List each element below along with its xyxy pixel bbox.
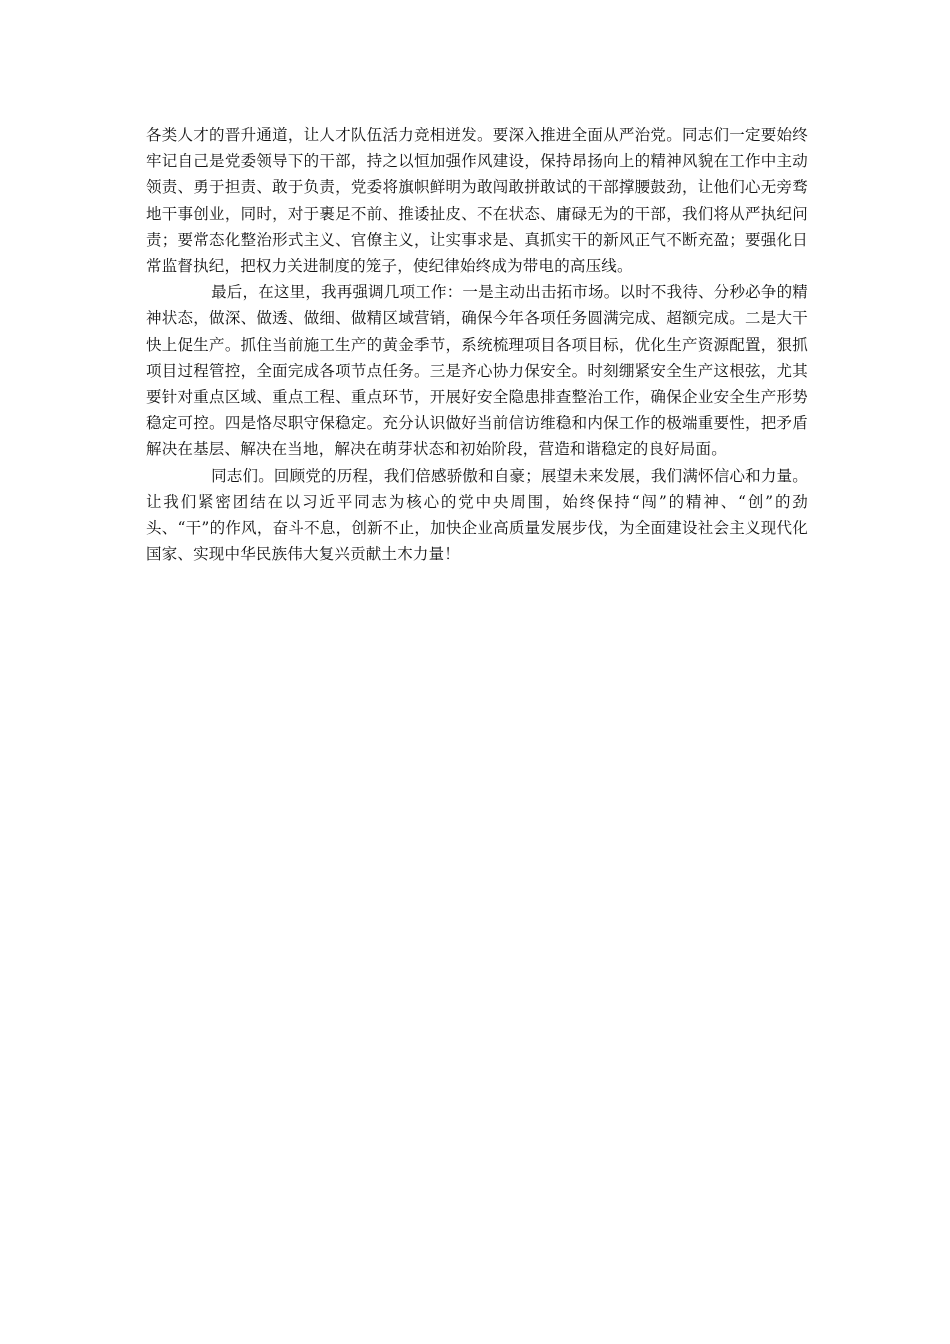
- paragraph-talent-and-discipline: 各类人才的晋升通道，让人才队伍活力竞相迸发。要深入推进全面从严治党。同志们一定要始终牢记自己是党委领导下的干部，持之以恒加强作风建设，保持昂扬向上的精神风貌在工作中主动领责、勇于担责、敢于负责，党委将旗帜鲜明为敢闯敢拼敢试的干部撑腰鼓劲，让他们心无旁骛地干事创业，同时，对于裹足不前、推诿扯皮、不在状态、庸碌无为的干部，我们将从严执纪问责；要常态化整治形式主义、官僚主义，让实事求是、真抓实干的新风正气不断充盈；要强化日常监督执纪，把权力关进制度的笼子，使纪律始终成为带电的高压线。: [146, 126, 808, 276]
- document-body: [146, 122, 808, 567]
- paragraph-key-tasks: 最后，在这里，我再强调几项工作：一是主动出击拓市场。以时不我待、分秒必争的精神状态，做深、做透、做细、做精区域营销，确保今年各项任务圆满完成、超额完成。二是大干快上促生产。抓住当前施工生产的黄金季节，系统梳理项目各项目标，优化生产资源配置，狠抓项目过程管控，全面完成各项节点任务。三是齐心协力保安全。时刻绷紧安全生产这根弦，尤其要针对重点区域、重点工程、重点环节，开展好安全隐患排查整治工作，确保企业安全生产形势稳定可控。四是恪尽职守保稳定。充分认识做好当前信访维稳和内保工作的极端重要性，把矛盾解决在基层、解决在当地，解决在萌芽状态和初始阶段，营造和谐稳定的良好局面。: [146, 283, 808, 459]
- paragraph-closing-remarks: 同志们。回顾党的历程，我们倍感骄傲和自豪；展望未来发展，我们满怀信心和力量。让我们紧密团结在以习近平同志为核心的党中央周围，始终保持“闯”的精神、“创”的劲头、“干”的作风，奋斗不息，创新不止，加快企业高质量发展步伐，为全面建设社会主义现代化国家、实现中华民族伟大复兴贡献土木力量！: [146, 466, 808, 564]
